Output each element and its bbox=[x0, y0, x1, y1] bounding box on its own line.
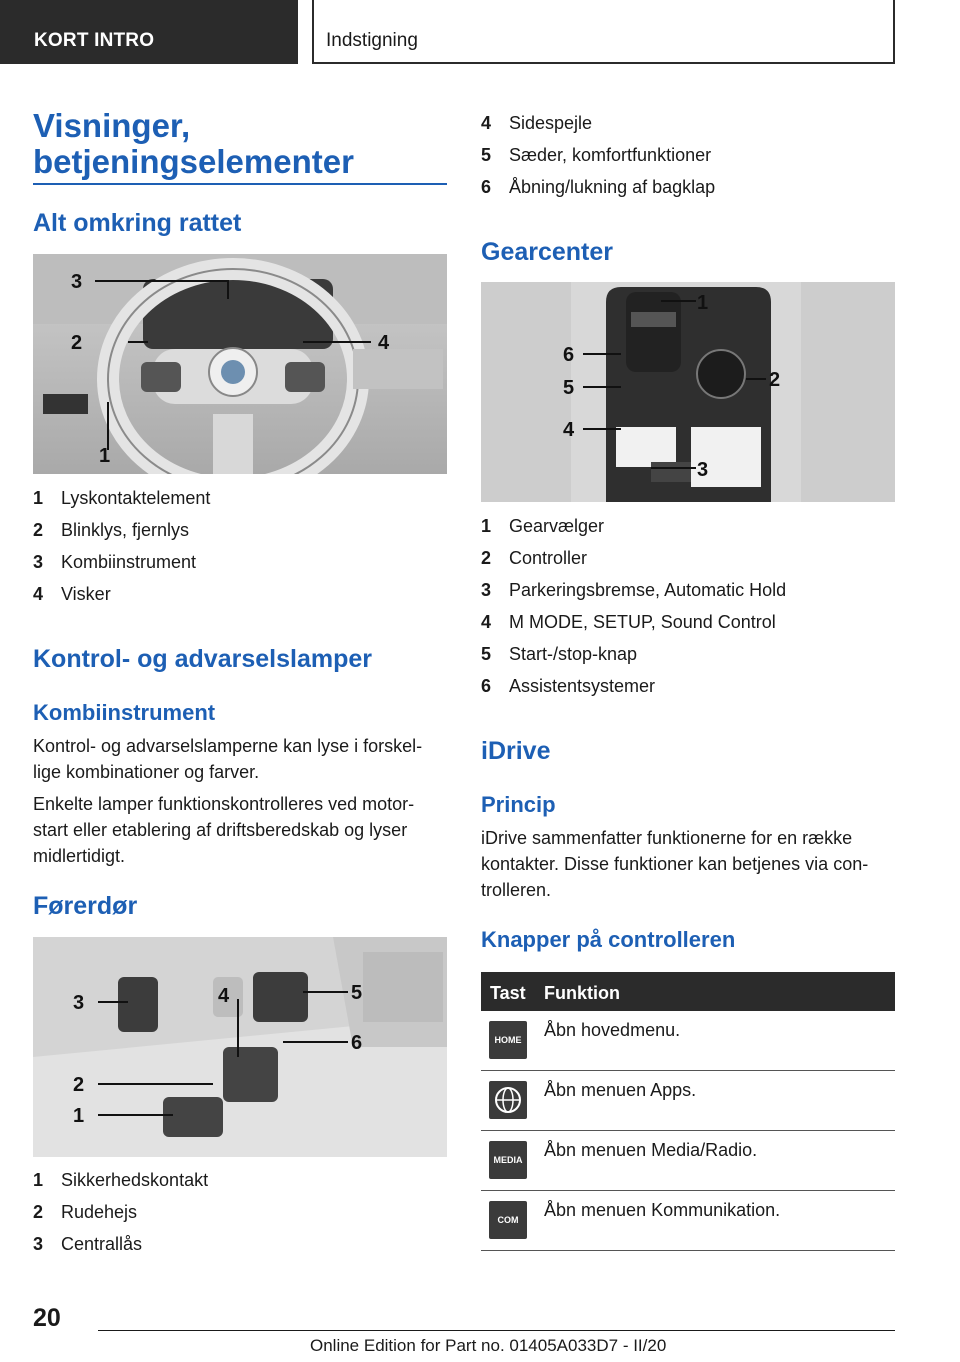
item-number: 6 bbox=[481, 676, 492, 696]
page-title-line2: betjeningselementer bbox=[33, 143, 354, 180]
table-cell-function: Åbn menuen Media/Radio. bbox=[544, 1140, 758, 1160]
steering-heading: Alt omkring rattet bbox=[33, 209, 242, 237]
item-number: 2 bbox=[33, 1202, 44, 1222]
item-number: 1 bbox=[33, 488, 44, 508]
item-label: Blinklys, fjernlys bbox=[61, 520, 190, 540]
gear-callout-5: 5 bbox=[563, 377, 575, 399]
gear-center-image bbox=[481, 282, 895, 502]
gear-callout-1: 1 bbox=[697, 292, 709, 314]
footer-rule bbox=[98, 1330, 895, 1331]
item-number: 4 bbox=[481, 612, 492, 632]
item-label: Rudehejs bbox=[61, 1202, 138, 1222]
buttons-heading: Knapper på controlleren bbox=[481, 927, 736, 952]
item-number: 3 bbox=[33, 1234, 44, 1254]
item-label: Sidespejle bbox=[509, 113, 593, 133]
steering-callout-3: 3 bbox=[71, 271, 83, 293]
item-label: Assistentsystemer bbox=[509, 676, 656, 696]
header-section-tab bbox=[0, 0, 298, 64]
title-rule bbox=[33, 183, 447, 185]
table-cell-function: Åbn menuen Apps. bbox=[544, 1080, 697, 1100]
item-number: 1 bbox=[33, 1170, 44, 1190]
door-heading: Førerdør bbox=[33, 892, 138, 920]
table-cell-function: Åbn menuen Kommunikation. bbox=[544, 1200, 781, 1220]
idrive-para-line1: iDrive sammenfatter funktionerne for en række bbox=[481, 828, 853, 848]
footer-edition: Online Edition for Part no. 01405A033D7 - II/20 bbox=[310, 1336, 667, 1355]
item-number: 5 bbox=[481, 145, 492, 165]
item-number: 6 bbox=[481, 177, 492, 197]
gear-callout-6: 6 bbox=[563, 344, 575, 366]
apps-globe-icon bbox=[489, 1081, 527, 1119]
table-col-function: Funktion bbox=[544, 983, 620, 1003]
item-number: 4 bbox=[33, 584, 44, 604]
warnings-para1-line2: lige kombinationer og farver. bbox=[33, 762, 260, 782]
warnings-para2-line3: midlertidigt. bbox=[33, 846, 126, 866]
table-row bbox=[481, 1011, 895, 1071]
header-chapter-tab bbox=[312, 0, 895, 64]
item-label: Åbning/lukning af bagklap bbox=[509, 177, 716, 197]
table-cell-function: Åbn hovedmenu. bbox=[544, 1020, 681, 1040]
item-number: 2 bbox=[33, 520, 44, 540]
idrive-subheading: Princip bbox=[481, 792, 556, 817]
gear-callout-3: 3 bbox=[697, 459, 709, 481]
warnings-para1-line1: Kontrol- og advarselslamperne kan lyse i forskel- bbox=[33, 736, 423, 756]
item-number: 5 bbox=[481, 644, 492, 664]
warnings-subheading: Kombiinstrument bbox=[33, 700, 216, 725]
gear-heading: Gearcenter bbox=[481, 238, 614, 266]
gear-callout-2: 2 bbox=[769, 369, 781, 391]
table-header bbox=[481, 972, 895, 1011]
table-row bbox=[481, 1071, 895, 1131]
door-callout-6: 6 bbox=[351, 1032, 363, 1054]
item-number: 3 bbox=[481, 580, 492, 600]
item-label: Kombiinstrument bbox=[61, 552, 197, 572]
item-label: Sikkerhedskontakt bbox=[61, 1170, 209, 1190]
item-number: 4 bbox=[481, 113, 492, 133]
door-callout-3: 3 bbox=[73, 992, 85, 1014]
item-label: Gearvælger bbox=[509, 516, 605, 536]
steering-callout-2: 2 bbox=[71, 332, 83, 354]
door-callout-5: 5 bbox=[351, 982, 363, 1004]
idrive-heading: iDrive bbox=[481, 737, 551, 765]
item-label: Lyskontaktelement bbox=[61, 488, 211, 508]
item-label: Centrallås bbox=[61, 1234, 143, 1254]
item-label: Parkeringsbremse, Automatic Hold bbox=[509, 580, 787, 600]
warnings-para2-line1: Enkelte lamper funktionskontrolleres ved motor- bbox=[33, 794, 415, 814]
item-number: 3 bbox=[33, 552, 44, 572]
home-button-icon: HOME bbox=[489, 1021, 527, 1059]
item-label: Controller bbox=[509, 548, 588, 568]
door-callout-1: 1 bbox=[73, 1105, 85, 1127]
driver-door-image bbox=[33, 937, 447, 1157]
item-label: Start-/stop-knap bbox=[509, 644, 638, 664]
steering-callout-4: 4 bbox=[378, 332, 390, 354]
page-number: 20 bbox=[33, 1304, 61, 1332]
header-section-label: KORT INTRO bbox=[34, 30, 155, 51]
door-callout-4: 4 bbox=[218, 985, 230, 1007]
item-number: 1 bbox=[481, 516, 492, 536]
door-callout-2: 2 bbox=[73, 1074, 85, 1096]
warnings-para2-line2: start eller etablering af driftsberedskab og lyser bbox=[33, 820, 408, 840]
item-number: 2 bbox=[481, 548, 492, 568]
idrive-para-line3: trolleren. bbox=[481, 880, 552, 900]
item-label: M MODE, SETUP, Sound Control bbox=[509, 612, 776, 632]
idrive-para-line2: kontakter. Disse funktioner kan betjenes via con- bbox=[481, 854, 869, 874]
steering-wheel-image bbox=[33, 254, 447, 474]
steering-callout-1: 1 bbox=[99, 445, 111, 467]
item-label: Sæder, komfortfunktioner bbox=[509, 145, 712, 165]
media-button-icon: MEDIA bbox=[489, 1141, 527, 1179]
gear-callout-4: 4 bbox=[563, 419, 575, 441]
table-row bbox=[481, 1131, 895, 1191]
page-title-line1: Visninger, bbox=[33, 107, 191, 144]
item-label: Visker bbox=[61, 584, 111, 604]
table-col-key: Tast bbox=[490, 983, 526, 1003]
warnings-heading: Kontrol- og advarselslamper bbox=[33, 645, 372, 673]
com-button-icon: COM bbox=[489, 1201, 527, 1239]
table-row bbox=[481, 1191, 895, 1251]
header-chapter-label: Indstigning bbox=[326, 30, 418, 51]
